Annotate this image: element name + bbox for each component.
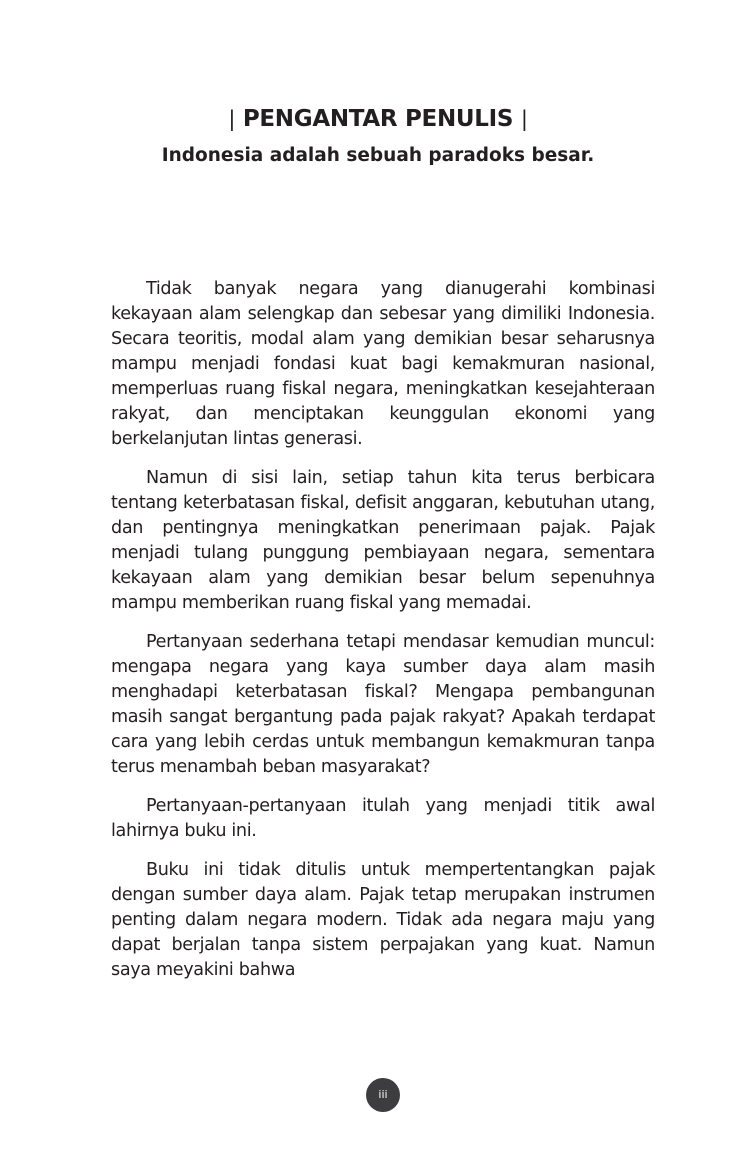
chapter-header [0,102,756,171]
title-bar-right: | [520,107,528,131]
paragraph: Namun di sisi lain, setiap tahun kita terus berbicara tentang keterbatasan fiskal, defisit anggaran, kebutuhan utang, dan pentingnya meningkatkan penerimaan pajak. Pajak menjadi tulang punggung pembiayaan negara, sementara kekayaan alam yang demikian besar belum sepenuhnya mampu memberikan ruang fiskal yang memadai. [111,468,655,613]
page-number: iii [366,1078,400,1112]
body-text [111,277,655,997]
chapter-title-text: PENGANTAR PENULIS [242,106,514,132]
paragraph: Buku ini tidak ditulis untuk mempertentangkan pajak dengan sumber daya alam. Pajak tetap merupakan instrumen penting dalam negara modern. Tidak ada negara maju yang dapat berjalan tanpa sistem perpajakan yang kuat. Namun saya meyakini bahwa [111,860,655,980]
chapter-subtitle: Indonesia adalah sebuah paradoks besar. [161,145,595,166]
chapter-title [0,102,756,136]
paragraph: Tidak banyak negara yang dianugerahi kombinasi kekayaan alam selengkap dan sebesar yang dimiliki Indonesia. Secara teoritis, modal alam yang demikian besar seharusnya mampu menjadi fondasi kuat bagi kemakmuran nasional, memperluas ruang fiskal negara, meningkatkan kesejahteraan rakyat, dan menciptakan keunggulan ekonomi yang berkelanjutan lintas generasi. [111,279,655,449]
paragraph: Pertanyaan sederhana tetapi mendasar kemudian muncul: mengapa negara yang kaya sumber daya alam masih menghadapi keterbatasan fiskal? Mengapa pembangunan masih sangat bergantung pada pajak rakyat? Apakah terdapat cara yang lebih cerdas untuk membangun kemakmuran tanpa terus menambah beban masyarakat? [111,632,655,777]
title-bar-left: | [228,107,236,131]
paragraph: Pertanyaan-pertanyaan itulah yang menjadi titik awal lahirnya buku ini. [111,796,655,841]
